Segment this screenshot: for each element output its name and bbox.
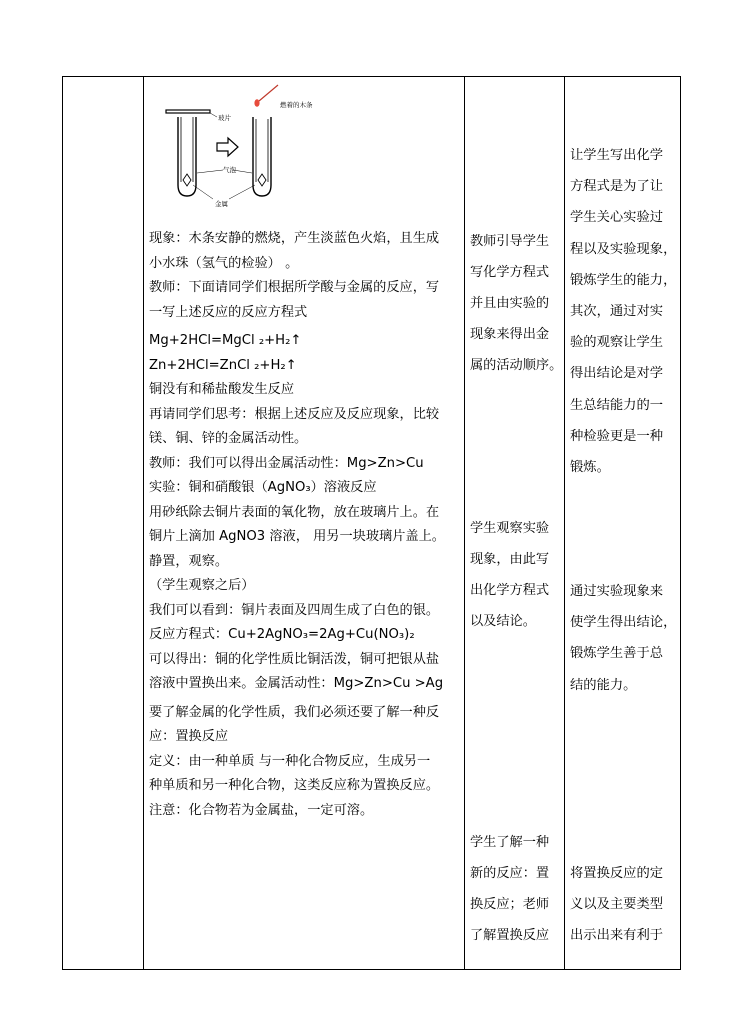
process-line: 小水珠（氢气的检验） 。 (149, 255, 299, 271)
process-line: 静置，观察。 (149, 553, 229, 569)
process-text (149, 227, 460, 823)
intent-cell (564, 77, 682, 969)
intent-line: 学生关心实验过 (570, 210, 664, 226)
intent-line: 验的观察让学生 (570, 335, 664, 351)
activity-line: 换反应；老师 (470, 897, 550, 912)
process-line: 铜片上滴加 AgNO3 溶液， 用另一块玻璃片盖上。 (149, 529, 445, 544)
process-line: 我们可以看到：铜片表面及四周生成了白色的银。 (149, 602, 440, 618)
intent-line: 程以及实验现象， (570, 241, 677, 257)
intent-line: 其次，通过对实 (570, 304, 664, 320)
intent-line: 通过实验现象来 (570, 584, 664, 599)
intent-line: 方程式是为了让 (570, 179, 664, 195)
intent-line: 出示出来有利于 (570, 928, 664, 944)
process-line: 教师：我们可以得出金属活动性：Mg>Zn>Cu (149, 455, 424, 471)
activity-line: 现象，由此写 (470, 552, 550, 567)
lesson-table (62, 76, 681, 970)
glass-label: 玻片 (218, 114, 231, 122)
intent-line: 生总结能力的一 (570, 397, 664, 413)
equation-mg: Mg+2HCl=MgCl ₂+H₂↑ (149, 333, 302, 348)
activity-block-1 (470, 226, 562, 381)
activity-line: 并且由实验的 (470, 296, 550, 311)
activity-line: 出化学方程式 (470, 583, 550, 598)
process-line: 现象：木条安静的燃烧，产生淡蓝色火焰，且生成 (149, 231, 440, 246)
activity-line: 新的反应：置 (470, 866, 550, 881)
intent-line: 使学生得出结论， (570, 615, 677, 631)
process-line: 镁、铜、锌的金属活动性。 (149, 431, 308, 446)
activity-line: 写化学方程式 (470, 265, 550, 280)
intent-line: 结的能力。 (570, 677, 637, 693)
process-line: 实验：铜和硝酸银（AgNO₃）溶液反应 (149, 480, 377, 495)
process-line: 可以得出：铜的化学性质比铜活泼，铜可把银从盐 (149, 651, 440, 667)
activity-line: 现象来得出金 (470, 327, 550, 342)
process-line: 溶液中置换出来。金属活动性：Mg>Zn>Cu >Ag (149, 676, 444, 691)
intent-line: 义以及主要类型 (570, 897, 664, 913)
process-line: 要了解金属的化学性质，我们必须还要了解一种反 (149, 704, 440, 720)
process-line: 再请同学们思考：根据上述反应及反应现象，比较 (149, 406, 440, 422)
intent-line: 锻炼学生的能力， (570, 272, 677, 288)
process-line: 种单质和另一种化合物，这类反应称为置换反应。 (149, 778, 440, 793)
burning-stick-label: 燃着的木条 (280, 101, 313, 109)
activity-line: 以及结论。 (470, 614, 536, 629)
process-line: （学生观察之后） (149, 578, 255, 593)
intent-block-1 (570, 140, 680, 483)
intent-line: 锻炼。 (570, 460, 610, 476)
process-line: 教师：下面请同学们根据所学酸与金属的反应，写 (149, 280, 440, 295)
bubbles-label: 气泡 (223, 166, 236, 174)
stage-cell (63, 77, 143, 969)
intent-line: 得出结论是对学 (570, 366, 664, 382)
activity-block-2 (470, 513, 562, 637)
activity-line: 学生了解一种 (470, 835, 550, 850)
equation-cu: 反应方程式：Cu+2AgNO₃=2Ag+Cu(NO₃)₂ (149, 627, 415, 642)
process-cell (143, 77, 464, 969)
intent-line: 锻炼学生善于总 (570, 646, 664, 662)
process-line: 定义：由一种单质 与一种化合物反应，生成另一 (149, 753, 431, 769)
activity-block-3 (470, 827, 562, 951)
metal-label: 金属 (215, 200, 228, 208)
intent-block-3 (570, 858, 680, 952)
process-line: 用砂纸除去铜片表面的氧化物，放在玻璃片上。在 (149, 504, 440, 520)
process-line: 应：置换反应 (149, 729, 229, 744)
process-line: 一写上述反应的反应方程式 (149, 304, 308, 320)
process-line: 铜没有和稀盐酸发生反应 (149, 382, 295, 397)
intent-line: 让学生写出化学 (570, 148, 664, 163)
activity-line: 学生观察实验 (470, 521, 550, 536)
intent-line: 将置换反应的定 (570, 866, 664, 881)
activity-line: 属的活动顺序。 (470, 358, 563, 373)
experiment-diagram (143, 77, 464, 227)
activity-line: 教师引导学生 (470, 234, 550, 249)
equation-zn: Zn+2HCl=ZnCl ₂+H₂↑ (149, 357, 297, 373)
activity-line: 了解置换反应 (470, 928, 550, 943)
intent-line: 种检验更是一种 (570, 428, 664, 444)
intent-block-2 (570, 576, 680, 701)
process-line: 注意：化合物若为金属盐，一定可溶。 (149, 802, 374, 818)
activity-cell (464, 77, 564, 969)
